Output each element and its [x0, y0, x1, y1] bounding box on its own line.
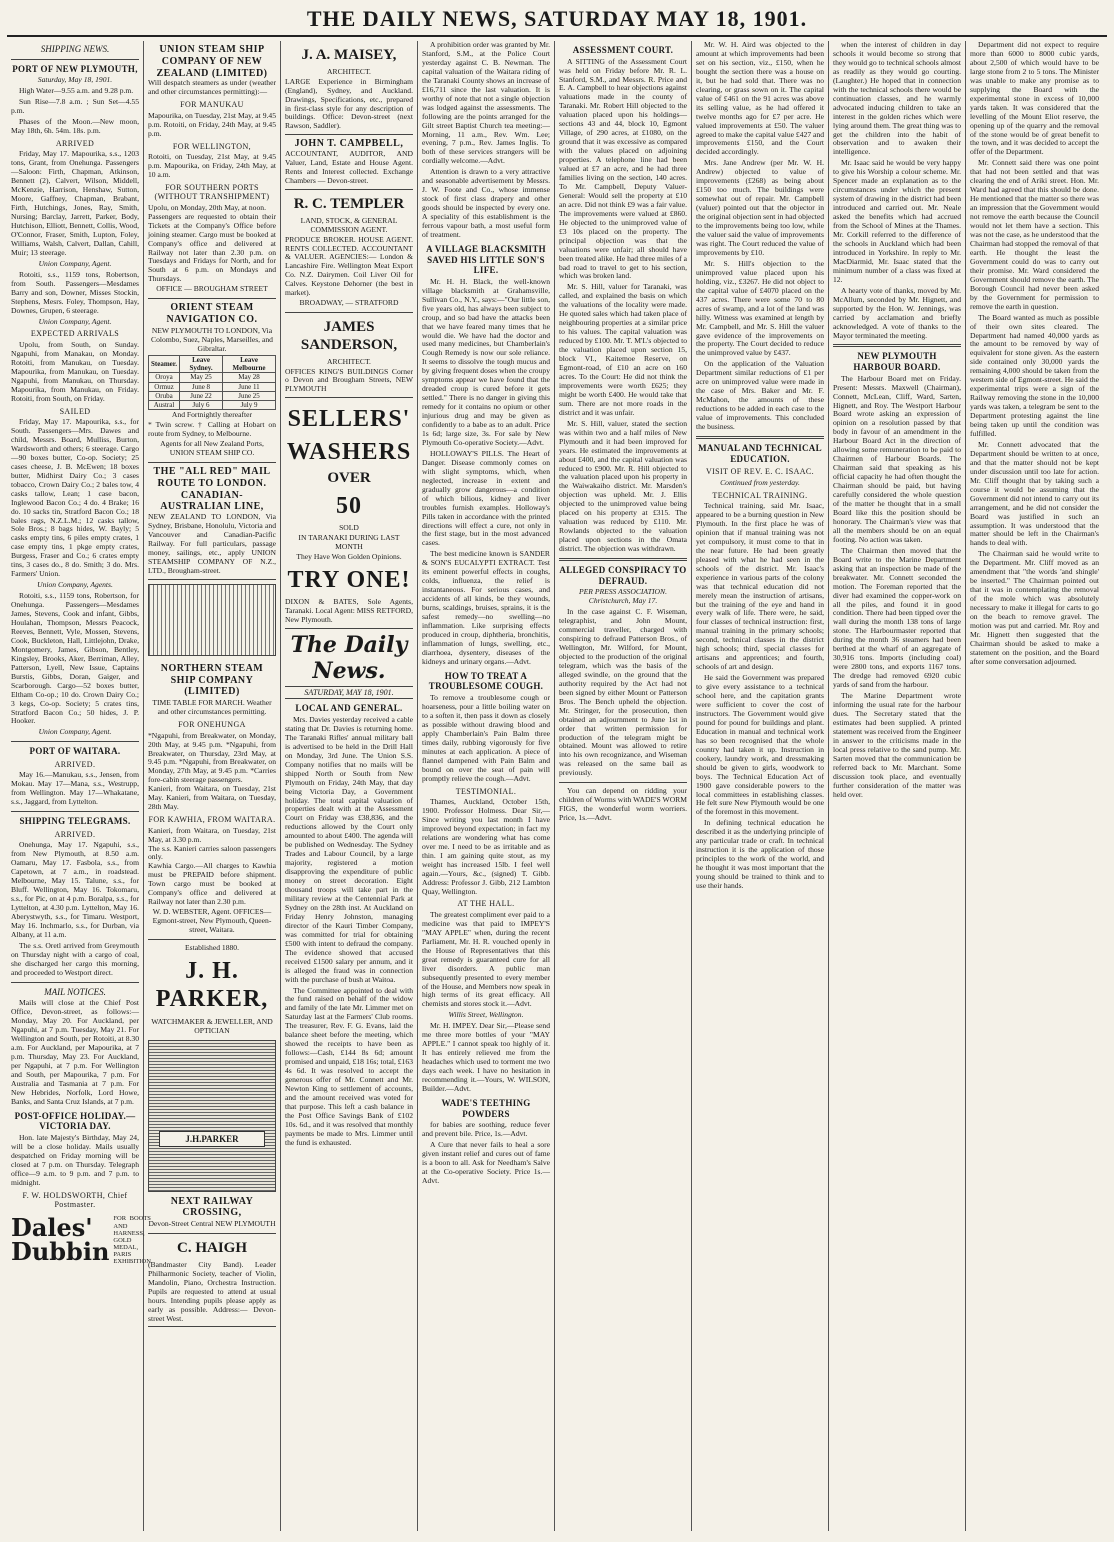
table-header: Leave Melbourne — [223, 355, 276, 373]
paper-date: SATURDAY, MAY 18, 1901. — [285, 686, 413, 699]
haigh-name: C. HAIGH — [176, 1240, 247, 1257]
technical-text: In defining technical education he described it as the underlying principle of any particular trade or craft. In technical instruction it is the application of those principles to the work of the world, and he thought it was most important that the young should be trained to think and to use their hands. — [696, 818, 824, 891]
orient-sub: NEW PLYMOUTH TO LONDON, Via Colombo, Suez, Naples, Marseilles, and Gibraltar. — [151, 325, 273, 353]
maisey-sub: ARCHITECT. — [327, 66, 371, 76]
testimonial-text: Thames, Auckland, October 15th, 1900. Professor Holmess. Dear Sir,—Since writing you last month I have improved beyond expectation; in fact my relations are wondering what has come over me. I need to be as irritable and as thin. I am gaining quite stout, as my weight has increased 15lb. I feel well again.—Yours, &c., (signed) T. Gibb. Address: Professor J. Gibb, 212 Lambton Quay, Wellington. — [422, 796, 550, 896]
kawhia-text: Kanieri, from Waitara, on Tuesday, 21st May, at 3.30 p.m. — [148, 825, 276, 844]
haigh-ad — [148, 1234, 276, 1327]
templer-text: PRODUCE BROKER. HOUSE AGENT. RENTS COLLECTED. ACCOUNTANT & VALUER. AGENCIES:— London & Lancashire Fire. Wellington Meat Export Co. N.Z. Dairymen. Coil Liver Oil for Calves. Keystone Dehorner (the best in market). — [285, 234, 413, 298]
masthead: THE DAILY NEWS, SATURDAY MAY 18, 1901. — [7, 4, 1107, 37]
assessment-heading: ASSESSMENT COURT. — [572, 45, 674, 55]
arrived-heading: ARRIVED — [55, 138, 95, 148]
harbour-text: Mr. Connett advocated that the Department should be written to at once, and that the matter should not be kept under discussion until too late for action. Mr. Cliff thought that by taking such a course it would be assuming that the Government did not intend to carry out its arrangement, and he did not consider the Board was justified in such an assumption. It was understood that the matter should be left in the Chairman's hands to deal with. — [970, 439, 1099, 548]
holiday-signature: F. W. HOLDSWORTH, Chief Postmaster. — [22, 1190, 128, 1210]
campbell-text: ACCOUNTANT, AUDITOR, AND Valuer, Land, Estate and House Agent. Rents and Interest collected. Exchange Chambers — Devon-street. — [285, 149, 413, 186]
dixon-text: DIXON & BATES, Sole Agents, Taranaki. Local Agent: MISS RETFORD, New Plymouth. — [285, 597, 413, 625]
ad-sub: TIME TABLE FOR MARCH. Weather and other circumstances permitting. — [152, 698, 272, 717]
maisey-ad — [285, 41, 413, 135]
hall-text: The greatest compliment ever paid to a medicine was that paid to IMPEY'S "MAY APPLE" when, during the recent Parliament, Mr. H. R. vouched openly in the House of Representatives that this great remedy is guaranteed cure for all liver disorders. A public man subsequently presented to every member of the House, and Members now speak in high terms of its great efficacy. All chemists and stores stock it.—Advt. — [422, 909, 550, 1009]
maisey-name: J. A. MAISEY, — [301, 47, 397, 63]
manual-heading: MANUAL AND TECHNICAL EDUCATION. — [698, 442, 822, 464]
sailing-table — [148, 355, 276, 411]
kanieri-note: The s.s. Kanieri carries saloon passengers only. — [148, 843, 276, 862]
cough-text: To remove a troublesome cough or hoarseness, pour a little boiling water on to a soften it, then pass it down as closely as possible without drawing blood and apply Chamberlain's Pain Balm three times daily, rubbing vigorously for five minutes at each application. A piece of flannel dampened with Pain Balm and bound on over the seat of pain will promptly relieve the cough.—Advt. — [422, 693, 550, 783]
assessment-text: Mr. S. Hill, valuer, stated the section was within two and a half miles of New Plymouth and it had been improved for years. He estimated the improvements at about £400, and the capital valuation was reduced to £900. Mr. R. Hill objected to the valuation placed upon his property in the Waiwakaiho district. Mr. Marsden's objection was upheld. Mr. J. Ellis objected to the unimproved value being placed on his property at £315. The valuation was reduced by £110. Mr. Rowlands objected to the valuation placed upon sections in the Omata district. The objection was withdrawn. — [559, 418, 687, 554]
column-5 — [555, 41, 692, 1531]
blacksmith-heading: A VILLAGE BLACKSMITH SAVED HIS LITTLE SON'S LIFE. — [426, 243, 546, 276]
harbour-text: Mr. Connett said there was one point that had not been settled and that was clearing the end of Ariki street. Hon. Mr. Ward had agreed that this should be done. He mentioned that the matter so there was an impression that the Government would not remove the earth because the Council would not let them have a section. This was not the case, as he understood that the Chairman had stopped the removal of that earth. He thought the least the Government could do was to carry out their promise. Mr. Ward considered the Government should remove the earth. The Borough Council had never been asked by the Government for permission to remove the earth in question. — [970, 158, 1099, 311]
column-6 — [692, 41, 829, 1531]
sellers-title: SELLERS' — [287, 406, 411, 433]
south-heading: FOR SOUTHERN PORTS (WITHOUT TRANSHIPMENT) — [154, 182, 270, 202]
conspiracy-sub: PER PRESS ASSOCIATION. Christchurch, May 17. — [579, 587, 667, 606]
mail-text: Mails will close at the Chief Post Office, Devon-street, as follows:— Monday, May 20. For Auckland, per Ngapuhi, at 7 p.m. Tuesday, May 21. For Wellington and South, per Rotoiti, at 8.30 a.m. For Auckland, per Mapourika, at 7 p.m. Thursday, May 23. For Auckland, per Ngapuhi, at 7 p.m. For Wellington and South, per Mapourika, 7 p.m. For Australia and Tasmania at 7 p.m. For New Hebrides, Norfolk, Lord Howe, Banks, and Santa Cruz Islands, at 7 p.m. — [11, 998, 139, 1106]
arrived-heading: ARRIVED. — [54, 760, 96, 769]
orient-ad — [148, 299, 276, 463]
office-line: OFFICE — BROUGHAM STREET — [156, 284, 268, 294]
campbell-ad — [285, 135, 413, 190]
local-text: The Committee appointed to deal with the fund raised on behalf of the widow and family of the late Mr. Limmer met on Saturday last at the Farmers' Club rooms. The treasurer, Rev. F. G. Evans, laid the balance sheet before the meeting, which showed the receipts to have been as follows:—Cash, £144 8s 6d; amount promised and unpaid, £18 16s; total, £163 4s 6d. It was resolved to accept the generous offer of Mr. Connett and Mr. Newton King to settlement of accounts, and the amount received was voted for that purpose. This left a cash balance in the Post Office Savings Bank of £102 10s. 6d., and it was resolved that monthly payments be made to Mrs. Limmer until the fund is exhausted. — [285, 985, 413, 1147]
willis-heading: Willis Street, Wellington. — [448, 1010, 524, 1020]
cough-heading: HOW TO TREAT A TROUBLESOME COUGH. — [428, 670, 544, 692]
onehunga-text: *Ngapuhi, from Breakwater, on Monday, 20th May, at 9.45 p.m. *Ngapuhi, from Breakwater, on Thursday, 23rd May, at 9.45 p.m. *Ngapuhi, from Breakwater, on Monday, 27th May, at 9.45 p.m. *Carries fore-cabin steerage passengers. — [148, 730, 276, 785]
ad-text: NEW ZEALAND TO LONDON, Via Sydney, Brisbane, Honolulu, Victoria and Vancouver and Canadian-Pacific Railway. For full particulars, passage money, sailings, etc., apply UNION STEAMSHIP COMPANY OF N.Z., LTD., Brougham-street. — [148, 512, 276, 575]
column-4 — [418, 41, 555, 1531]
blacksmith-text: Mr. H. H. Black, the well-known village blacksmith at Grahamsville, Sullivan Co., N.Y., says:—"Our little son, five years old, has always been subject to croup, and so bad have the attacks been that we have feared many times that he would die. We have had the doctor and used many medicines, but Chamberlain's Cough Remedy is now our sole reliance. It seems to dissolve the tough mucus and by giving frequent doses when the croupy symptoms appear we have found that the dreaded croup is cured before it gets settled." There is no danger in giving this remedy for it contains no opium or other injurious drug and may be given as confidently to a babe as to an adult. Price 1s 6d; large size, 3s. For sale by New Plymouth Co-operative Society.—Advt. — [422, 276, 550, 447]
dales-logo: Dales' Dubbin — [11, 1213, 110, 1267]
testimonial-heading: TESTIMONIAL. — [455, 786, 517, 796]
agent-line: Union Company, Agent. — [38, 258, 112, 268]
technical-text: He said the Government was prepared to give every assistance to a technical school here, and the capitation grants were sufficient to cover the cost of instructors. The Government would give pound for pound for buildings and plant. Education in manual and technical work has so been recognised that the whole country had taken it up. Instruction in cookery, laundry work, and dressmaking should be given to girls, woodwork to boys. The Technical Education Act of 1900 gave considerable powers to the local committees in establishing classes. He felt sure New Plymouth would be one of the foremost in this movement. — [696, 673, 824, 817]
table-row: Ormuz June 8 June 11 — [149, 382, 276, 391]
ad-title: THE "ALL RED" MAIL ROUTE TO LONDON. — [153, 466, 271, 489]
harbour-text: Department did not expect to require more than 6000 to 8000 cubic yards, about 2,500 of which would have to be large stone from 2 to 5 tons. The Minister was unable to make any promise as to supplying the Board with the experimental stone in excess of 10,000 yards taken. It was considered that the levelling of the Mount Eliot reserve, the opening up of the quarry and the removal of the stone would be of great benefit to the town, and it was decided to accept the offer of the Department. — [970, 40, 1099, 157]
templer-ad — [285, 190, 413, 313]
ad-text: Will despatch steamers as under (weather and other circumstances permitting):— — [148, 78, 276, 97]
assessment-text: Mr. S. Hill, valuer for Taranaki, was called, and explained the basis on which the valuations of the locality were made. He quoted sales which had taken place of neighbouring properties at a similar price to his values. The capital valuation was reduced by £100. Mr. T. M'L's objected to the valuation placed upon section 15, block VI., Kaitemoe Reserve, on Egmont-road, of £10 an acre on 160 acres. To the Court: He did not think the improvements were worth £625; they might be worth £400. He would take that sum. There are not more roads in the district and it was unfair. — [559, 282, 687, 417]
sailed-text: Friday, May 17. Mapourika, s.s., for South. Passengers—Mrs. Dawes and child, Messrs. Board, Mulliss, Burton, Wardsworth and others; 6 steerage. Cargo—90 boxes butter, Co-op. Society; 25 cases cheese, J. B. McEwen; 18 boxes butter, Midhirst Dairy Co.; 3 cases tobacco, Crown Dairy Co.; 2 bales tow, 4 casks tallow, Lean; 1 case bacon, Inglewood Bacon Co.; 4 do. 4 Brake; 16 do. 10 sacks tin, Stratford Bacon Co.; 18 bales rags, N.Z.L.M.; 12 casks tallow, Sole Bros.; 8 bags hides, W. Bayly; 5 casks empty tins, 6 piles empty crates, 1 case empty tins, 1 pkge empty crates, Burgess, Fraser and Co.; 6 crates empty tins, 3 cases do., 8 do. Smith; 3 do. Mrs. Farmers' Union. — [11, 417, 139, 579]
templer-name: R. C. TEMPLER — [293, 195, 405, 212]
technical-text: when the interest of children in day schools it would become so strong that they would go to technical schools almost as readily as they would go courting. (Laughter.) He hoped that in connection with the technical schools there would be continuation classes, and he warmly advocated inducing children to take an interest in the golden riches which were lying around them. The great thing was to get the children into the habit of observation and to awaken their intelligence. — [833, 40, 961, 157]
holloway-text: HOLLOWAY'S PILLS. The Heart of Danger. Disease commonly comes on with slight symptoms, which, when neglected, increase in extent and gradually grow dangerous—a condition of which bilious, kidney and liver troubles furnish examples. Holloway's Pills taken in accordance with the printed directions will effect a cure, not only in the first stage, but in the most advanced cases. — [422, 448, 550, 548]
parker-sub: WATCHMAKER & JEWELLER, AND OPTICIAN — [151, 1016, 273, 1035]
worm-figs-text: You can depend on ridding your children of Worms with WADE'S WORM FIGS, the wonderful worm worriers. Price, 1s.—Advt. — [559, 786, 687, 823]
crossing-line: NEXT RAILWAY CROSSING, — [170, 1195, 254, 1219]
manukau-heading: FOR MANUKAU — [180, 100, 244, 110]
parker-name: J. H. PARKER, — [155, 958, 269, 1013]
sailed-heading: SAILED — [59, 406, 91, 416]
article-text: Attention is drawn to a very attractive and seasonable advertisement by Messrs. J. W. Foote and Co., whose immense stock of first class drapery and other goods should be inspected by every one. A speciality of this establishment is the ferrous vapour bath, a most useful form of treatment. — [422, 167, 550, 240]
expected-heading: EXPECTED ARRIVALS — [30, 329, 120, 339]
port-heading: PORT OF NEW PLYMOUTH, — [12, 63, 138, 74]
taranaki-line: IN TARANAKI DURING LAST MONTH — [298, 532, 400, 551]
webster-signature: W. D. WEBSTER, Agent. OFFICES—Egmont-street, New Plymouth, Queen-street, Waitara. — [152, 907, 272, 935]
northern-ad — [148, 660, 276, 940]
golden-line: They Have Won Golden Opinions. — [296, 551, 402, 561]
try-one-line: TRY ONE! — [287, 566, 411, 593]
wellington-text: Rotoiti, on Tuesday, 21st May, at 9.45 p.m. Mapourika, on Friday, 24th May, at 10 a.m. — [148, 152, 276, 179]
harbour-text: The Board wanted as much as possible of their own sites cleared. The Department had named 40,000 yards as the amount to be removed by way of equivalent for stone given. As the eastern side contained only 30,000 yards the remaining 4,000 should be taken from the western side of Egmont-street. He said the experimental trips were a sign of the Railway removing the stone in the 10,000 yards was taken, a telegram be sent to the Department protesting against the line being taken up until the condition was fulfilled. — [970, 312, 1099, 438]
canadian-ad — [148, 463, 276, 580]
article-text: A prohibition order was granted by Mr. Stanford, S.M., at the Police Court yesterday against C. B. Newman. The capital valuation of the Waitara riding of the Taranaki County shows an increase of £16,711 since the last valuation. It is worthy of note that not a single objection was lodged against the assessments. The following are the points arranged for the Gilt street Baptist Church tea meeting:—Morning, 11 a.m., Rev. Wm. Lee; evening, 7 p.m., Rev. James Inglis. To both of these services strangers will be cordially welcome.—Advt. — [422, 40, 550, 166]
wades-heading: WADE'S TEETHING POWDERS — [441, 1097, 531, 1119]
arrived-text: May 16.—Manukau, s.s., Jensen, from Mokau. May 17—Mana, s.s., Westrupp, from Wellington. May 17—Whakatane, s.s., Jaggard, from Lyttelton. — [11, 770, 139, 807]
crossing-sub: Devon-Street Central NEW PLYMOUTH — [148, 1219, 276, 1229]
assessment-text: Mr. S. Hill's objection to the unimproved value placed upon his holding, viz., £3267. He did not object to the capital value of £4070 placed on the 437 acres. There were some 70 to 80 acres of swamp, and a lot of the land was hilly. Witness was examined at length by Mr. Campbell, and Mr. S. Hill the valuer gave evidence of the improvements on the property. The Court decided to reduce the unimproved value by £437. — [696, 258, 824, 358]
table-row: Oroya May 25 May 28 — [149, 373, 276, 382]
established-line: Established 1880. — [185, 943, 239, 953]
wellington-heading: FOR WELLINGTON, — [172, 141, 252, 151]
sanders-text: The best medicine known is SANDER & SON'S EUCALYPTI EXTRACT. Test its eminent powerful effects in coughs, colds, influenza, the relief is instantaneous. For serious cases, and accidents of all kinds, be they wounds, burns, scaldings, bruises, sprains, it is the safest remedy—no swelling—no inflammation. Like surprising effects produced in croup, diphtheria, bronchitis, inflammation of lungs, swelling, etc., diarrhoea, dysentery, diseases of the kidneys and urinary organs.—Advt. — [422, 549, 550, 666]
table-row: Oruba June 22 June 25 — [149, 391, 276, 400]
harbour-text: The Chairman said he would write to the Department. Mr. Cliff moved as an amendment that "the words 'and shingle' be inserted." The Chairman pointed out that it was in contemplating the removal of the mole which was absolutely necessary to make it illegal for carts to go on the beach to remove gravel. The motion was put and carried. Mr. Roy and Mr. Hignett then suggested that the Chairman should be asked to make a statement on the position, and the Board after some conversation adjourned. — [970, 549, 1099, 666]
local-text: Mrs. Davies yesterday received a cable stating that Dr. Davies is returning home. The Taranaki Rifles' annual military ball is advertised to be held in the Drill Hall on Monday, 3rd June. The Union S.S. Company notifies that no mails will be shipped North or South from New Plymouth on Friday, 24th May, that day being Victoria Day, a Government holiday. The total capital valuation of properties dealt with at the Assessment Court on Friday was £38,836, and the reductions allowed by the Court only amounted to about £400. The agenda will be published on Wednesday. The Sydney Trades and Labour Council, by a large majority, registered a motion disapproving the expenditure of public money on street decoration. Eight thousand troops will take part in the military review at the Centennial Park at Sydney on the 28th inst. At Auckland on Friday Henry Johnston, managing director of the Kauri Timber Company, was committed for trial for obtaining £500 with intent to defraud the company. The evidence showed that accused received £1500 salary per annum, and it is alleged the fraud was in connection with the purchase of bush at Waitoa. — [285, 714, 413, 984]
tide-line: Sun Rise—7.8 a.m. ; Sun Set—4.55 p.m. — [11, 97, 139, 116]
holiday-text: Hon. late Majesty's Birthday, May 24, will be a close holiday. Mails usually despatched on Friday morning will be closed at 7 p.m. on Thursday. Telegraph office—9 a.m. to 9 p.m. and 7 p.m. to midnight. — [11, 1132, 139, 1187]
haigh-text: (Bandmaster City Band). Leader Philharmonic Society, teacher of Violin, Mandolin, Piano, Orchestra Instruction. Pupils are requested to attend at usual hours. Intending pupils please apply as early as possible. Address:— Devon-street West. — [148, 1259, 276, 1323]
kawhia-cargo: Kawhia Cargo.—All charges to Kawhia must be PREPAID before shipment. Town cargo must be booked at Company's office and delivered at Railway not later than 2.30 p.m. — [148, 861, 276, 907]
parker-ad — [148, 940, 276, 1234]
templer-sub: LAND, STOCK, & GENERAL COMMISSION AGENT. — [300, 215, 398, 234]
assessment-text: Mr. W. H. Aird was objected to the amount at which improvements had been set on his section, viz., £150, when he bought the section there was a house on it, but he had sold that. There was no clearing, or grass sown on it. The capital value of £461 on the 91 acres was above its selling value, as he had offered it twelve months ago for £7 per acre. He valued improvements at £50. The valuer agreed to make the capital value £427 and improvements £150, and the Court decided accordingly. — [696, 40, 824, 157]
column-8 — [966, 41, 1103, 1531]
expected-text: Upolu, from South, on Sunday. Ngapuhi, from Manakau, on Monday. Rotoiti, from Manukau, on Tuesday. Mapourika, from Manukau, on Tuesday. Ngapuhi, from Manukau, on Thursday. Mapourika, from Manukau, on Friday. Rotoiti, from South, on Friday. — [11, 339, 139, 403]
twin-note: * Twin screw. † Calling at Hobart on route from Sydney, to Melbourne. — [148, 420, 276, 439]
agents-line: Agents for all New Zealand Ports, UNION STEAM SHIP CO. — [160, 439, 264, 458]
manukau-text: Mapourika, on Tuesday, 21st May, at 9.45 p.m. Rotoiti, on Friday, 24th May, at 9.45 p.m. — [148, 110, 276, 138]
tide-line: Phases of the Moon.—New moon, May 18th, 6h. 54m. 18s. p.m. — [11, 117, 139, 135]
ad-title: ORIENT STEAM NAVIGATION CO. — [166, 302, 258, 326]
south-text: Upolu, on Monday, 20th May, at noon. — [148, 202, 266, 212]
arrived-heading: ARRIVED. — [54, 829, 96, 839]
sold-line: SOLD — [339, 523, 359, 532]
agent-line: Union Company, Agents. — [37, 580, 113, 590]
technical-text: Technical training, said Mr. Isaac, appeared to be a burning question in New Plymouth. In the first place he was of opinion that if manual training was not yet compulsory, it must come to that in the near future. He had been greatly pleased with what he had seen in the schools of the district. Mr. Isaac's experience in various parts of the colony was that technical education did not merely mean the instruction of artisans, but the training of the eye and hand in every walk of life. There were, he said, four classes of technical instruction: first, manual training in the primary schools; second, technical classes in the district high schools; third, special classes for artisans and apprentices; and fourth, schools of art and design. — [696, 501, 824, 672]
campbell-name: JOHN T. CAMPBELL, — [294, 138, 404, 150]
newspaper-page — [7, 4, 1107, 1534]
telegrams-text: Onehunga, May 17. Ngapuhi, s.s., from New Plymouth, at 8.50 a.m. Oamaru, May 17. Fasbola, s.s., from Capetown, at 7 a.m., in roadstead. Melbourne, May 15. Talune, s.s., for Bluff. Wellington, May 16. Tokomaru, s.s., for Pic, on at 4 p.m. Boralpa, s.s., for Lyttelton, at 4.30 p.m. Lyttelton, May 16. Aberystwyth, s.s., for Timaru. Westport, May 16. Inchmarlo, s.s., for Durban, via Albany, at 11 a.m. — [11, 840, 139, 939]
bottom-text: A Cure that never fails to heal a sore given instant relief and cures out of fame is a boon to all. Ask for Needham's Salve at the Co-operative Society. Price 1s.—Advt. — [422, 1140, 550, 1185]
telegrams-heading: SHIPPING TELEGRAMS. — [19, 816, 131, 827]
table-header: Steamer. — [149, 355, 180, 373]
assessment-text: On the application of the Valuation Department similar reductions of £1 per acre on unimproved value were made in the case of Mrs. Baker and Mr. F. McMahon, the amounts of these reductions to be added in each case to the value of improvements. This concluded the business. — [696, 359, 824, 432]
paper-title: The Daily News. — [290, 631, 408, 684]
conspiracy-text: In the case against C. F. Wiseman, telegraphist, and John Mount, commercial traveller, charged with conspiring to defraud Patterson Bros., of Wellington, Mr. Wilford, for Mount, objected to the production of the original telegram, which was the basis of the alleged swindle, on the ground that the authority required by the Act had not been signed by either Mount or Patterson Bros. The Bench upheld the objection. Mr. Stringer, for the prosecution, then obtained an adjournment to June 1st in order that written permission for production of the telegram might be obtained. Mount was allowed to retire into his own recognizance, and Wiseman was released on the same bail as previously. — [559, 607, 687, 778]
column-2 — [144, 41, 281, 1531]
tide-line: High Water—9.55 a.m. and 9.28 p.m. — [19, 86, 134, 96]
manual-sub: VISIT OF REV. E. C. ISAAC. — [705, 467, 815, 477]
agent-line: Union Company, Agent. — [38, 727, 112, 737]
mail-heading: MAIL NOTICES. — [44, 986, 106, 997]
column-3 — [281, 41, 418, 1531]
passengers-text: Passengers are requested to obtain their Tickets at the Company's Office before joining steamer. Cargo must be booked at Company's office and delivered at Railway not later than 2.30 p.m. on Tuesdays and Fridays for North, and for South at 6 p.m. on Mondays and Thursdays. — [148, 211, 276, 284]
harbour-text: The Chairman then moved that the Board write to the Marine Department asking that an inspection be made of the breakwater. Mr. Connett seconded the motion. The Foreman reported that the diver had examined the copper-work on all the piles, and found it in good condition. There had been tipped over the wall during the month 138 tons of large stone. The Harbourmaster reported that during the month 36 steamers had been berthed at the wharf of an aggregate of 30,916 tons. Imports (including coal) were 2800 tons, and exports 1167 tons. The dredge had removed 6920 cubic yards of sand from the harbour. — [833, 545, 961, 690]
holiday-heading: POST-OFFICE HOLIDAY.—VICTORIA DAY. — [14, 1110, 136, 1132]
sanderson-text: OFFICES KING'S BUILDINGS Corner o Devon and Brougham Streets, NEW PLYMOUTH — [285, 366, 413, 394]
sanderson-name: JAMES SANDERSON, — [300, 319, 398, 353]
willis-text: Mr. H. IMPEY. Dear Sir,—Please send me three more bottles of your "MAY APPLE." I cannot speak too highly of it. It has entirely relieved me from the headaches which used to torment me two days each week. I have no hesitation in recommending it.—Yours, W. WILSON, Builder.—Advt. — [422, 1021, 550, 1093]
manual-continued: Continued from yesterday. — [720, 477, 800, 487]
washers-ad — [285, 398, 413, 629]
assessment-text: A SITTING of the Assessment Court was held on Friday before Mr. R. L. Stanford, S.M., and Messrs. R. Price and E. A. Campbell to hear objections against valuations made in the county of Taranaki. Mr. Robert Hill objected to the valuation placed upon his holdings— sections 43 and 44, block 10, Egmont Village, of 290 acres, at £1080, on the ground that it was excessive as compared with the values placed on adjoining properties. A telephone line had been valued at £7 an acre, and he had three families living on the section, 140 acres. To Mr. Campbell, Deputy Valuer-General: Would sell the property at £10 an acre. Did not think £9 was a fair value. The improvements were valued at £860. He objected to the unimproved value of £3 10s placed on the property. The principal objection was that the valuations were unfair; all should have been treated alike. He had three miles of a bad road to travel to get to his section, which was broken land. — [559, 56, 687, 281]
telegrams-para: The s.s. Oretl arrived from Greymouth on Thursday night with a cargo of coal, she discharged her cargo this morning, and proceeded to Westport direct. — [11, 940, 139, 977]
harbour-text: The Harbour Board met on Friday. Present: Messrs. Maxwell (Chairman), Connett, McLean, Cliff, Ward, Sarten, Hignett, and Roy. The Westport Harbour Board wrote asking an expression of opinion on a resolution passed by that body in favour of an amendment in the Harbour Board Act in the direction of allowing some remuneration to be paid to Chairmen of Harbour Boards. The Chairman said that speaking as his official capacity he had often thought the Chairman should be paid, but having carefully considered the whole question of the matter he thought that in a small Board like this the position should be honorary. The Chairman's view was that all the members should be on an equal footing. No action was taken. — [833, 373, 961, 544]
local-heading: LOCAL AND GENERAL. — [295, 703, 403, 714]
dales-side-text: FOR BOOTS AND HARNESS, GOLD MEDAL, PARIS EXHIBITION — [113, 1215, 151, 1266]
ad-title: UNION STEAM SHIP COMPANY OF NEW ZEALAND (LIMITED) — [156, 44, 268, 79]
shopfront-illustration — [148, 1040, 276, 1192]
assessment-text: Mrs. Jane Andrew (per Mr. W. H. Andrew) objected to value of improvements (£268) as being about £150 too much. The buildings were somewhat out of repair. Mr. Campbell (valuer) pointed out that the objector in the original objection sent in had objected to the improvements being too low, while the valuer said the value of improvements was right. The Court reduced the value of improvements by £10. — [696, 158, 824, 257]
port-date: Saturday, May 18, 1901. — [37, 75, 113, 85]
conspiracy-heading: ALLEGED CONSPIRACY TO DEFRAUD. — [559, 565, 687, 586]
washers-title: WASHERS — [286, 438, 412, 465]
union-steamship-ad — [148, 41, 276, 299]
onehunga-heading: FOR ONEHUNGA — [178, 720, 246, 730]
kawhia-heading: FOR KAWHIA, FROM WAITARA. — [148, 815, 276, 825]
shipping-news-heading: SHIPPING NEWS. — [40, 44, 110, 54]
dales-dubbin-ad — [11, 1213, 151, 1267]
hall-heading: AT THE HALL. — [457, 899, 515, 909]
rotoiti-sailed: Rotoiti, s.s., 1159 tons, Robertson, for Onehunga. Passengers—Mesdames James, Stevens, Cook and infant, Gibbs, Houlahan, Thompson, Messrs Peacock, Reeves, Bennett, Vyle, Mossen, Stevens, Cook, Buckleton, Hall, Littlejohn, Drake, Montgomery, James, Gibson, Bentley, Kingsley, Brooks, Aker, Berriman, Alley, Patterson, Lyell, New Issue, Captains Burstis, Gibbs, Doran, Gaiger, and Scarborough. Cargo—52 boxes butter, Eltham Co-op.; 10 do. Crown Dairy Co.; 3 kegs, Co-op. Society; 5 crates tins, Stratford Bacon Co.; 50 hides, J. P. Hooker. — [11, 591, 139, 726]
column-7 — [829, 41, 966, 1531]
ad-title: NORTHERN STEAM SHIP COMPANY (LIMITED) — [160, 662, 264, 698]
shop-sign: J.H.PARKER — [159, 1131, 265, 1147]
harbour-text: The Marine Department wrote informing the usual rate for the harbour dues. The Secretary stated that the estimates had been supplied. A printed statement was received from the Engineer in answer to the criticisms made in the local press relative to the sand pump. Mr. Sarten moved that the communication be referred back to Mr. Marchant. Some discussion took place, and eventually further consideration of the matter was held over. — [833, 691, 961, 799]
columns — [7, 41, 1107, 1531]
technical-heading: TECHNICAL TRAINING. — [712, 490, 808, 500]
wades-text: for babies are soothing, reduce fever and prevent bile. Price, 1s.—Advt. — [422, 1120, 550, 1139]
fifty-line: 50 — [336, 492, 362, 519]
port-waitara-heading: PORT OF WAITARA. — [29, 746, 121, 757]
ad-title: CANADIAN-AUSTRALIAN LINE, — [160, 489, 264, 513]
rotoiti-text: Rotoiti, s.s., 1159 tons, Robertson, from South. Passengers—Mesdames Barry and son, Downer, Misses Stockin, Stephens, Mesrs. Foley, Thompson, Hay, Downes, Grupen, 6 steerage. — [11, 269, 139, 315]
column-1 — [7, 41, 151, 1531]
table-header: Leave Sydney. — [179, 355, 222, 373]
templer-address: BROADWAY, — STRATFORD — [299, 298, 399, 308]
over-line: OVER — [327, 470, 371, 486]
technical-text: A hearty vote of thanks, moved by Mr. McAllum, seconded by Mr. Hignett, and supported by the Hon. W. Jennings, was carried by acclamation and briefly acknowledged. A vote of thanks to the Mayor terminated the meeting. — [833, 285, 961, 340]
agent-line: Union Company, Agent. — [38, 316, 112, 326]
arrived-text: Friday, May 17. Mapourika, s.s., 1203 tons, Grant, from Onehunga. Passengers—Saloon: Firth, Chapman, Atkinson, Bennett (2), Calvert, Wilson, Middell, McKenzie, Harrison, Henshaw, Sutton, Moore, Gaffney, Chapman, Brabant, Firth, Hutchings, Jones, Ray, Smith, Nursing; Barclay, Jarrett, Parker, Body, Hutchison, Elliott, Bennett, Collis, Wood, O'Connor, Fraser, Smith, Lupton, Foley, Williams, Walsh, Calvert, Dallan, Cahill, Muir; 13 steerage. — [11, 149, 139, 257]
kanieri-text: Kanieri, from Waitara, on Tuesday, 21st May. Kanieri, from Waitara, on Tuesday, 28th May. — [148, 784, 276, 812]
harbour-heading: NEW PLYMOUTH HARBOUR BOARD. — [853, 351, 941, 373]
steamship-illustration — [148, 584, 276, 656]
technical-text: Mr. Isaac said he would be very happy to give his Worship a colour scheme. Mr. Spencer made an explanation as to the circumstances under which the present system of drawing in the district had been introduced and carried out. Mr. Neale asked the benefits which had accrued from the School of Mines at the Thames. Mr. Corkill referred to the difference of the schools in Auckland which had been introduced in Yorkshire. In reply to Mr. MacDiarmid, Mr. Isaac stated that the minimum number of a class was fixed at 12. — [833, 158, 961, 284]
sanderson-sub: ARCHITECT. — [327, 356, 371, 366]
fortnightly-line: And Fortnightly thereafter — [171, 410, 253, 420]
maisey-text: LARGE Experience in Birmingham (England), Sydney, and Auckland. Drawings, Specifications, etc., prepared in first-class style for any description of buildings. Office: Devon-street (next Rawson, Saddler). — [285, 76, 413, 131]
sanderson-ad — [285, 313, 413, 398]
table-row: Austral July 6 July 9 — [149, 401, 276, 410]
